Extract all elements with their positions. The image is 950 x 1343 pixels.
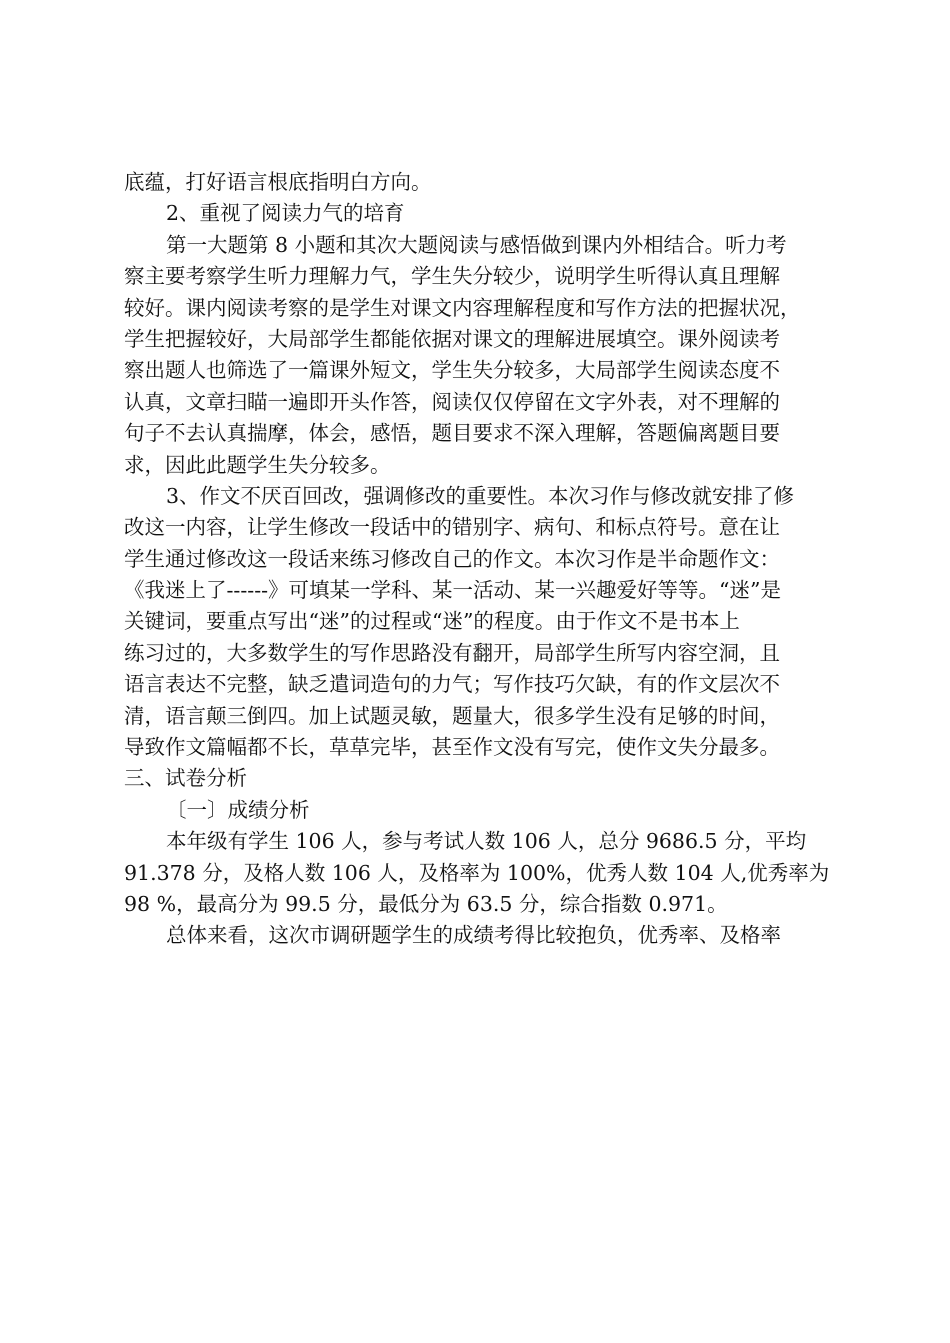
body-text: [124, 167, 844, 952]
text-line: 学生把握较好，大局部学生都能依据对课文的理解进展填空。课外阅读考: [124, 326, 780, 351]
text-line: 总体来看，这次市调研题学生的成绩考得比较抱负，优秀率、及格率: [166, 923, 781, 948]
text-line: 关键词，要重点写出“迷”的过程或“迷”的程度。由于作文不是书本上: [124, 609, 740, 634]
text-line: 语言表达不完整，缺乏遣词造句的力气；写作技巧欠缺，有的作文层次不: [124, 672, 780, 697]
text-line: 改这一内容，让学生修改一段话中的错别字、病句、和标点符号。意在让: [124, 515, 780, 540]
text-line: 98 %，最高分为 99.5 分，最低分为 63.5 分，综合指数 0.971。: [124, 891, 728, 916]
text-line: 较好。课内阅读考察的是学生对课文内容理解程度和写作方法的把握状况，: [124, 295, 801, 320]
text-line: 本年级有学生 106 人，参与考试人数 106 人，总分 9686.5 分，平均: [166, 829, 807, 854]
text-line: 第一大题第 8 小题和其次大题阅读与感悟做到课内外相结合。听力考: [166, 232, 787, 257]
text-line: 3、作文不厌百回改，强调修改的重要性。本次习作与修改就安排了修: [166, 483, 795, 508]
section-heading: 2、重视了阅读力气的培育: [166, 201, 405, 226]
text-line: 察出题人也筛选了一篇课外短文，学生失分较多，大局部学生阅读态度不: [124, 358, 780, 383]
text-line: 练习过的，大多数学生的写作思路没有翻开，局部学生所写内容空洞，且: [124, 640, 780, 665]
text-line: 底蕴，打好语言根底指明白方向。: [124, 170, 432, 194]
text-line: 句子不去认真揣摩，体会，感悟，题目要求不深入理解，答题偏离题目要: [124, 421, 780, 446]
text-line: 认真，文章扫瞄一遍即开头作答，阅读仅仅停留在文字外表，对不理解的: [124, 389, 780, 414]
text-line: 导致作文篇幅都不长，草草完毕，甚至作文没有写完，使作文失分最多。: [124, 735, 780, 760]
section-heading: 三、试卷分析: [124, 766, 247, 791]
text-line: 《我迷上了------》可填某一学科、某一活动、某一兴趣爱好等等。“迷”是: [124, 578, 782, 603]
text-line: 清，语言颠三倒四。加上试题灵敏，题量大，很多学生没有足够的时间，: [124, 703, 780, 728]
subsection-heading: 〔一〕成绩分析: [166, 797, 310, 822]
text-line: 91.378 分，及格人数 106 人，及格率为 100%，优秀人数 104 人,优秀率为: [124, 860, 830, 885]
text-line: 学生通过修改这一段话来练习修改自己的作文。本次习作是半命题作文：: [124, 546, 780, 571]
text-line: 求，因此此题学生失分较多。: [124, 452, 391, 477]
text-line: 察主要考察学生听力理解力气，学生失分较少，说明学生听得认真且理解: [124, 264, 780, 289]
